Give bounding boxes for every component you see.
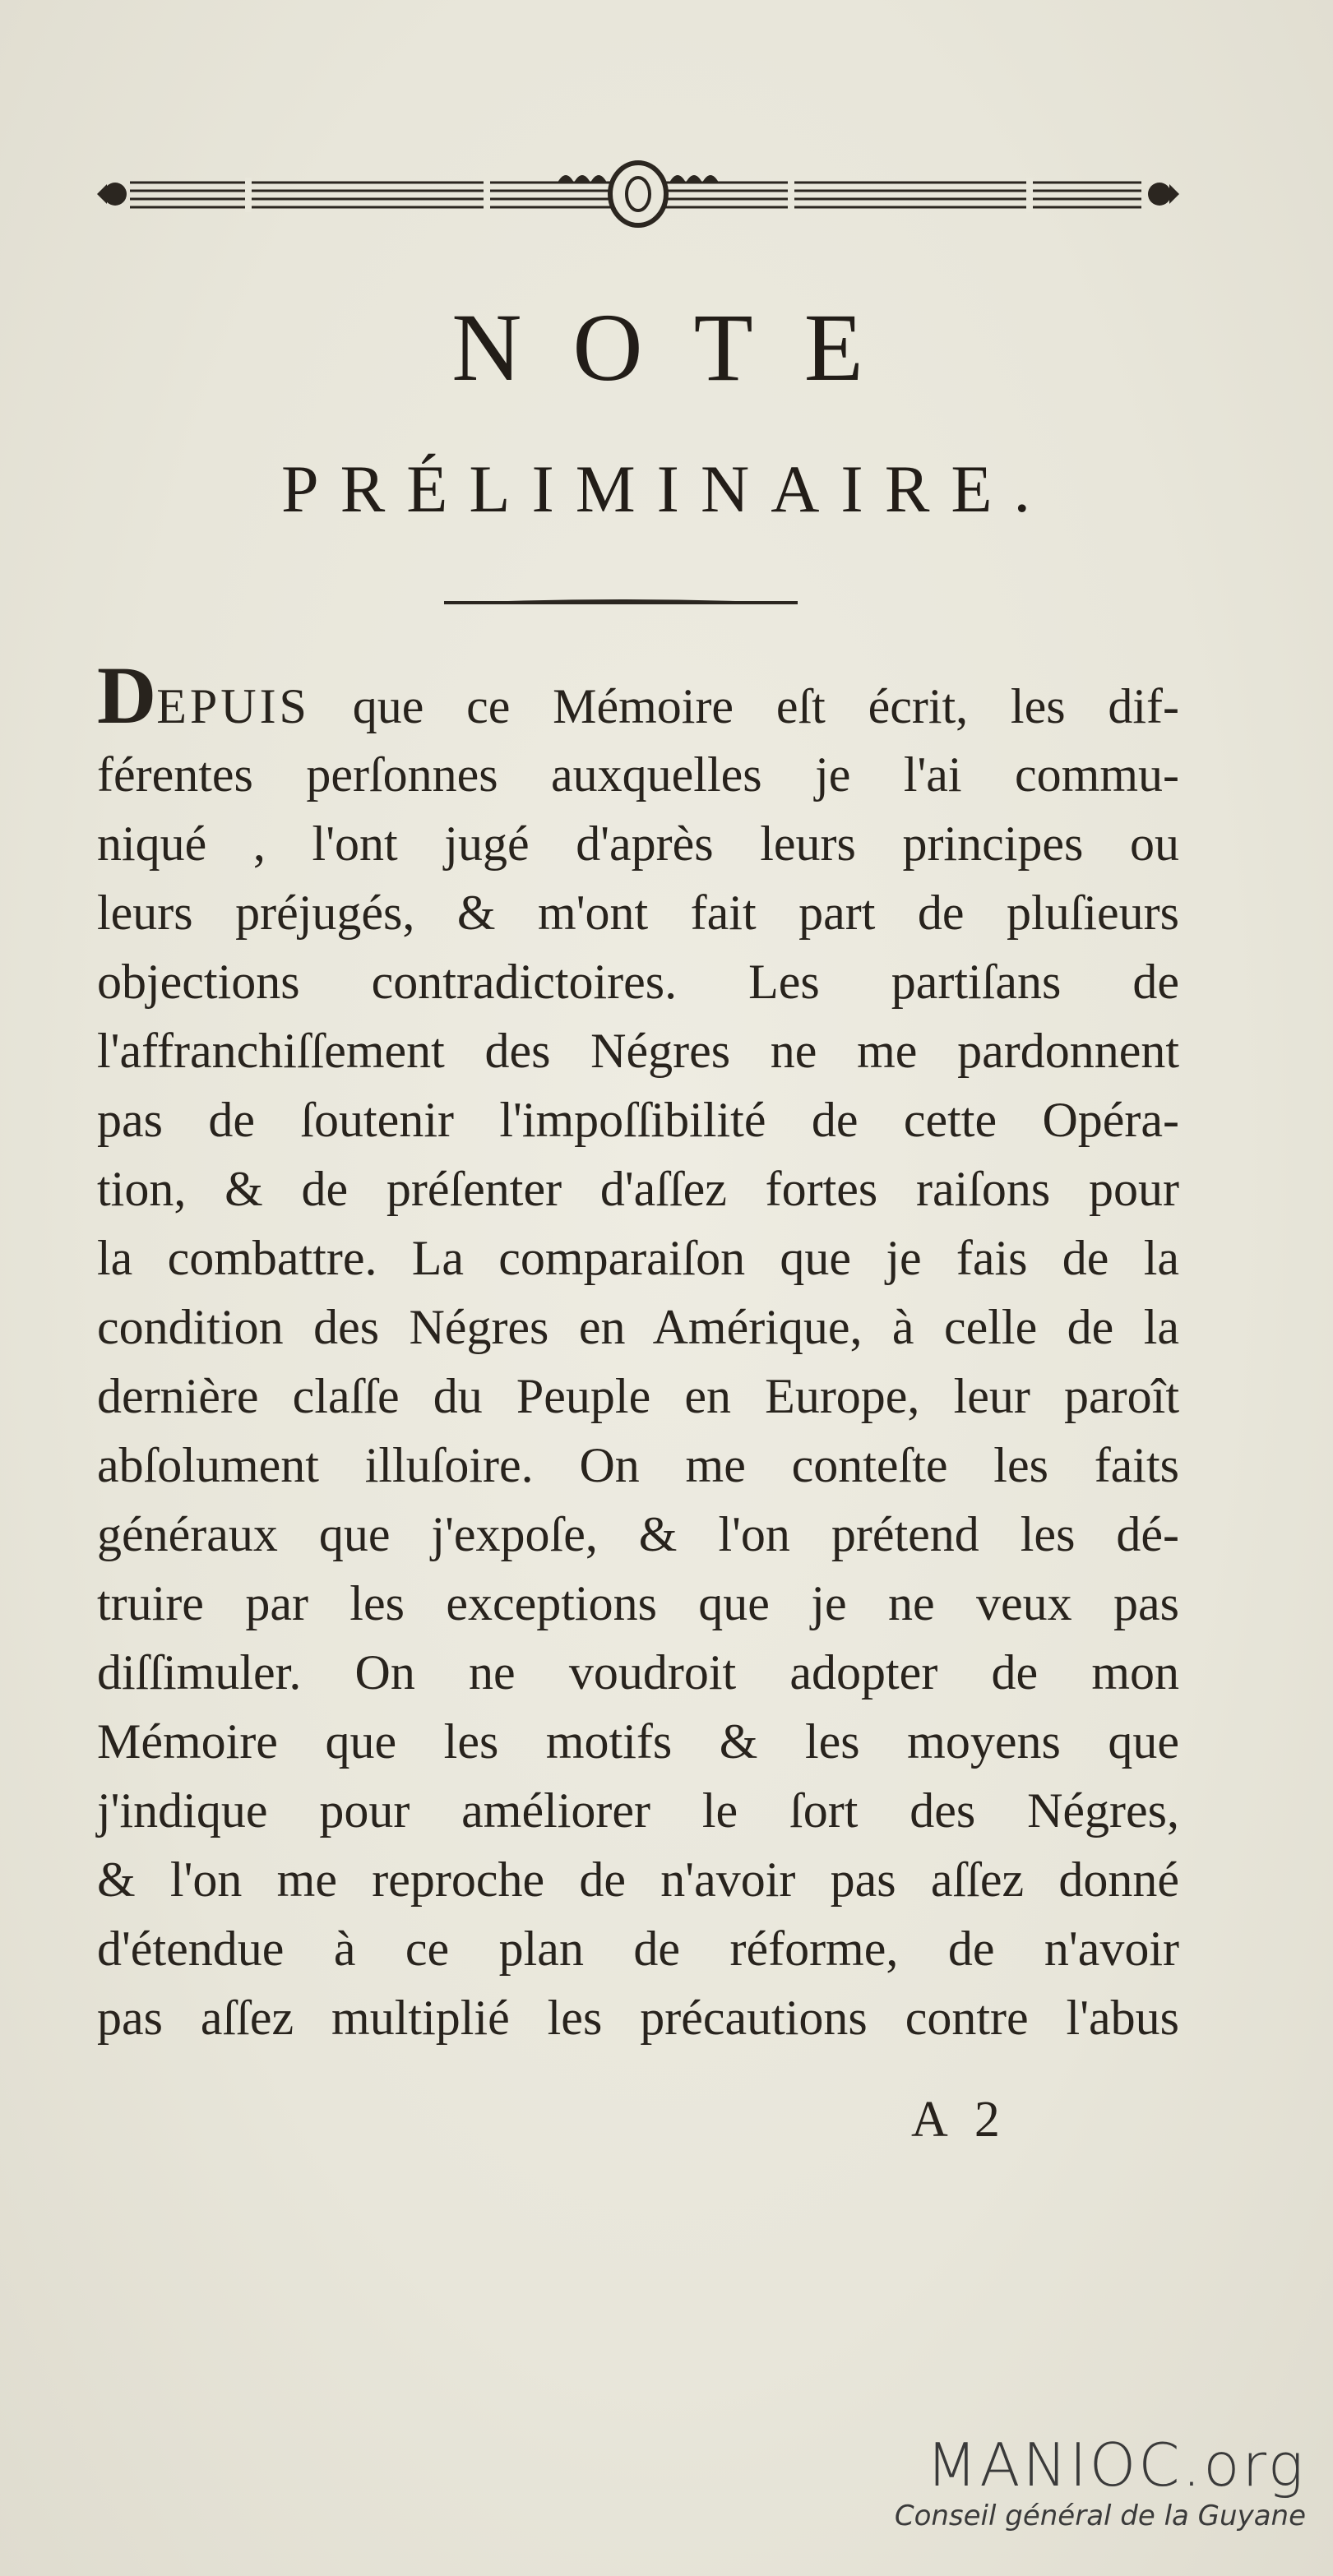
text-line: leurs préjugés, & m'ont fait part de pluſieurs	[97, 886, 1179, 940]
page-title: NOTE	[451, 294, 914, 401]
body-paragraph	[97, 650, 1179, 2052]
first-line-rest: que ce Mémoire eſt écrit, les dif-	[309, 679, 1179, 733]
text-line: pas aſſez multiplié les précautions contre l'abus	[97, 1991, 1179, 2045]
text-line: férentes perſonnes auxquelles je l'ai commu-	[97, 747, 1179, 802]
text-line: tion, & de préſenter d'aſſez fortes raiſons pour	[97, 1162, 1179, 1216]
page-subtitle: PRÉLIMINAIRE.	[280, 451, 1053, 526]
text-line: objections contradictoires. Les partiſans de	[97, 955, 1179, 1009]
first-word-rest: EPUIS	[156, 679, 310, 733]
text-line: d'étendue à ce plan de réforme, de n'avoir	[97, 1922, 1179, 1976]
text-line: & l'on me reproche de n'avoir pas aſſez donné	[97, 1852, 1179, 1907]
ornamental-header-border	[97, 153, 1179, 235]
watermark-brand: MANIOC.org	[926, 2430, 1306, 2500]
manioc-watermark-logo	[886, 2432, 1306, 2534]
separator-rule	[444, 599, 798, 607]
text-line: Mémoire que les motifs & les moyens que	[97, 1714, 1179, 1769]
text-line: niqué , l'ont jugé d'après leurs principes ou	[97, 816, 1179, 871]
text-line: j'indique pour améliorer le ſort des Négres,	[97, 1783, 1179, 1838]
text-line: la combattre. La comparaiſon que je fais de la	[97, 1231, 1179, 1285]
text-line: condition des Négres en Amérique, à celle de la	[97, 1300, 1179, 1354]
text-line: abſolument illuſoire. On me conteſte les faits	[97, 1438, 1179, 1492]
text-line: dernière claſſe du Peuple en Europe, leur paroît	[97, 1369, 1179, 1423]
watermark-subtitle: Conseil général de la Guyane	[894, 2500, 1306, 2532]
text-line: généraux que j'expoſe, & l'on prétend les dé-	[97, 1507, 1179, 1561]
page-signature-mark: A 2	[911, 2092, 1008, 2148]
drop-cap: D	[97, 650, 157, 741]
text-line: l'affranchiſſement des Négres ne me pardonnent	[97, 1024, 1179, 1078]
text-line: pas de ſoutenir l'impoſſibilité de cette Opéra-	[97, 1093, 1179, 1147]
text-line: truire par les exceptions que je ne veux pas	[97, 1576, 1179, 1630]
text-line-first	[97, 650, 1179, 741]
text-line: diſſimuler. On ne voudroit adopter de mon	[97, 1645, 1179, 1700]
